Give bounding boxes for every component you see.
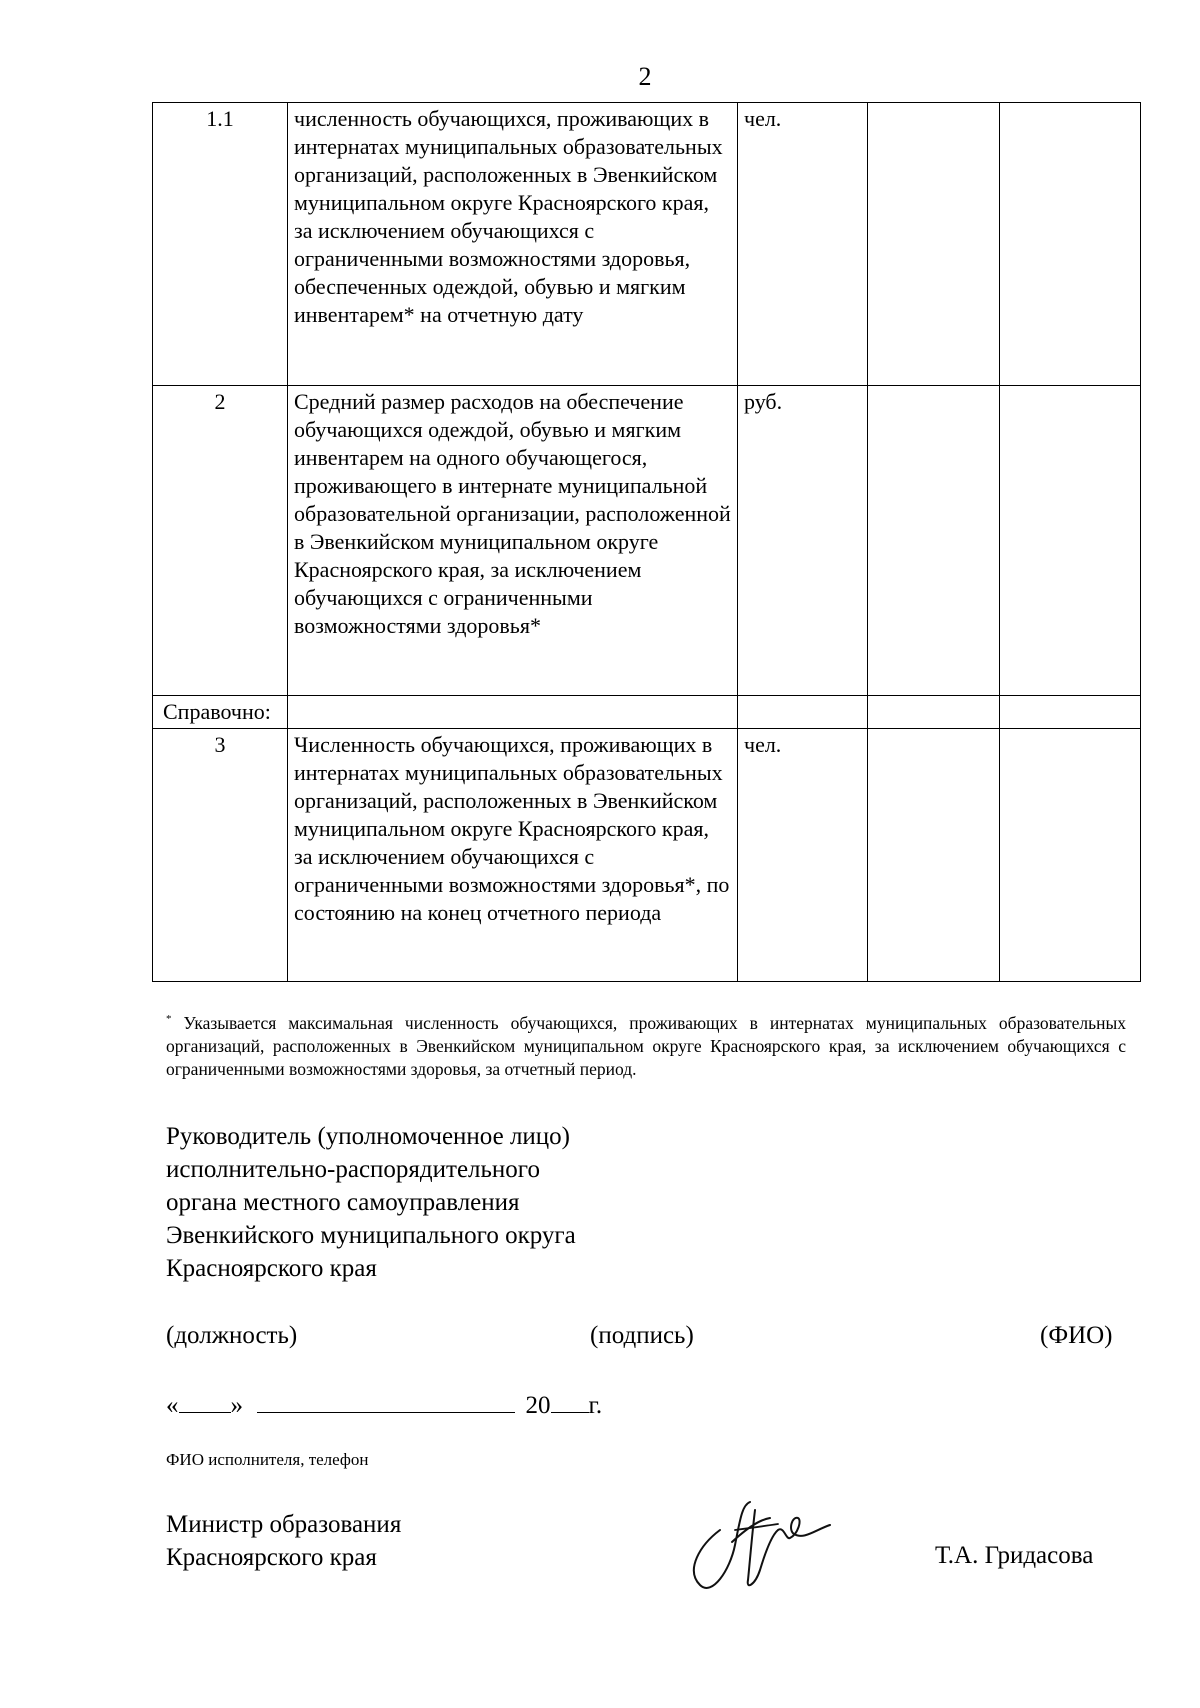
head-line: исполнительно-распорядительного bbox=[166, 1156, 540, 1183]
minister-block bbox=[166, 1508, 401, 1574]
empty-cell bbox=[738, 696, 868, 729]
year-blank bbox=[551, 1412, 589, 1413]
date-close-quote: » bbox=[230, 1392, 243, 1419]
value-cell bbox=[868, 729, 1000, 982]
value-cell bbox=[1000, 103, 1141, 386]
row-unit: руб. bbox=[738, 386, 868, 696]
handwritten-signature bbox=[680, 1490, 860, 1600]
row-description-text: Средний размер расходов на обеспечение обучающихся одеждой, обувью и мягким инвентарем на одного обучающегося, проживающего в интернате муниципальной образовательной организации, расположенной в Эвенкийском муниципальном округе Красноярского края, за исключением обучающихся с ограниченными возможностями здоровья* bbox=[294, 389, 731, 638]
head-line: Эвенкийского муниципального округа bbox=[166, 1222, 576, 1249]
day-blank bbox=[179, 1412, 231, 1413]
name-label: (ФИО) bbox=[1040, 1322, 1113, 1349]
row-number: 2 bbox=[153, 386, 288, 696]
minister-name: Т.А. Гридасова bbox=[935, 1542, 1094, 1569]
minister-line: Красноярского края bbox=[166, 1544, 377, 1571]
row-number: 1.1 bbox=[153, 103, 288, 386]
footnote-text: Указывается максимальная численность обучающихся, проживающих в интернатах муниципальных образовательных организаций, расположенных в Эвенкийском муниципальном округе Красноярского края, за исключением обучающихся с ограниченными возможностями здоровья, за отчетный период. bbox=[166, 1012, 1126, 1079]
reference-label: Справочно: bbox=[153, 696, 288, 729]
row-unit: чел. bbox=[738, 729, 868, 982]
head-line: Руководитель (уполномоченное лицо) bbox=[166, 1123, 571, 1150]
executor-label: ФИО исполнителя, телефон bbox=[166, 1450, 369, 1469]
head-line: органа местного самоуправления bbox=[166, 1189, 520, 1216]
value-cell bbox=[1000, 386, 1141, 696]
empty-cell bbox=[288, 696, 738, 729]
row-description-text: численность обучающихся, проживающих в интернатах муниципальных образовательных организаций, расположенных в Эвенкийском муниципальном округе Красноярского края, за исключением обучающихся с ограниченными возможностями здоровья, обеспеченных одеждой, обувью и мягким инвентарем* на отчетную дату bbox=[294, 106, 723, 327]
head-line: Красноярского края bbox=[166, 1255, 377, 1282]
row-description bbox=[288, 103, 738, 386]
row-description bbox=[288, 729, 738, 982]
footnote bbox=[166, 1008, 1126, 1081]
table-row bbox=[153, 696, 1141, 729]
row-description bbox=[288, 386, 738, 696]
year-prefix: 20 bbox=[525, 1392, 551, 1419]
date-line bbox=[166, 1392, 602, 1420]
minister-line: Министр образования bbox=[166, 1511, 402, 1538]
value-cell bbox=[1000, 729, 1141, 982]
footnote-marker: * bbox=[166, 1013, 172, 1025]
value-cell bbox=[868, 103, 1000, 386]
row-description-text: Численность обучающихся, проживающих в интернатах муниципальных образовательных организаций, расположенных в Эвенкийском муниципальном округе Красноярского края, за исключением обучающихся с ограниченными возможностями здоровья*, по состоянию на конец отчетного периода bbox=[294, 732, 730, 925]
position-label: (должность) bbox=[166, 1322, 298, 1349]
head-signature-block bbox=[166, 1120, 576, 1285]
row-unit: чел. bbox=[738, 103, 868, 386]
date-open-quote: « bbox=[166, 1392, 179, 1419]
page-number: 2 bbox=[638, 62, 652, 91]
table-row bbox=[153, 386, 1141, 696]
row-number: 3 bbox=[153, 729, 288, 982]
table-row bbox=[153, 103, 1141, 386]
empty-cell bbox=[868, 696, 1000, 729]
indicators-table bbox=[152, 102, 1141, 982]
table-row bbox=[153, 729, 1141, 982]
empty-cell bbox=[1000, 696, 1141, 729]
year-suffix: г. bbox=[588, 1392, 603, 1419]
signature-label: (подпись) bbox=[590, 1322, 694, 1349]
month-blank bbox=[257, 1412, 515, 1413]
value-cell bbox=[868, 386, 1000, 696]
